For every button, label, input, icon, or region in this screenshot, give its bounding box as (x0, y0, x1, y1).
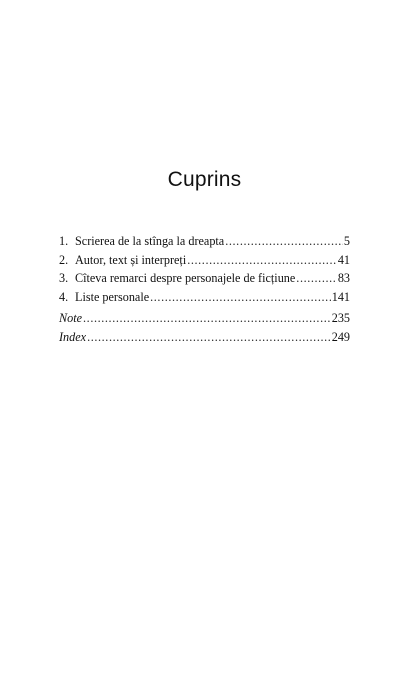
toc-entry-index (59, 328, 350, 347)
toc-entry-number: 1. (59, 234, 69, 248)
toc-entry-label: Note (59, 311, 83, 325)
toc-entry-page: 141 (331, 289, 350, 304)
page-title: Cuprins (167, 168, 242, 191)
dot-leader (225, 232, 343, 251)
toc-entry-page: 235 (331, 311, 350, 325)
toc-entry-chapter-4 (59, 288, 350, 307)
toc-entry-label: Index (59, 329, 87, 344)
toc-entry-label: Liste personale (75, 289, 150, 304)
toc-entry-page: 249 (331, 329, 350, 344)
toc-entry-page: 83 (337, 271, 350, 285)
toc-entry-number: 2. (59, 252, 69, 267)
toc-entry-page: 5 (343, 234, 350, 248)
toc-entry-chapter-1 (59, 232, 350, 251)
toc-entry-chapter-2 (59, 251, 350, 270)
toc-entry-number: 3. (59, 271, 69, 285)
dot-leader (83, 309, 331, 328)
dot-leader (187, 251, 337, 270)
toc-entry-label: Scrierea de la stînga la dreapta (75, 234, 225, 248)
toc-entry-number: 4. (59, 289, 69, 304)
dot-leader (296, 269, 337, 288)
dot-leader (87, 328, 331, 347)
toc-entry-label: Cîteva remarci despre personajele de ficțiune (75, 271, 296, 285)
toc-entry-page: 41 (337, 252, 350, 267)
table-of-contents (59, 232, 350, 346)
toc-entry-chapter-3 (59, 269, 350, 288)
toc-entry-note (59, 309, 350, 328)
toc-entry-label: Autor, text și interpreți (75, 252, 187, 267)
dot-leader (150, 288, 331, 307)
